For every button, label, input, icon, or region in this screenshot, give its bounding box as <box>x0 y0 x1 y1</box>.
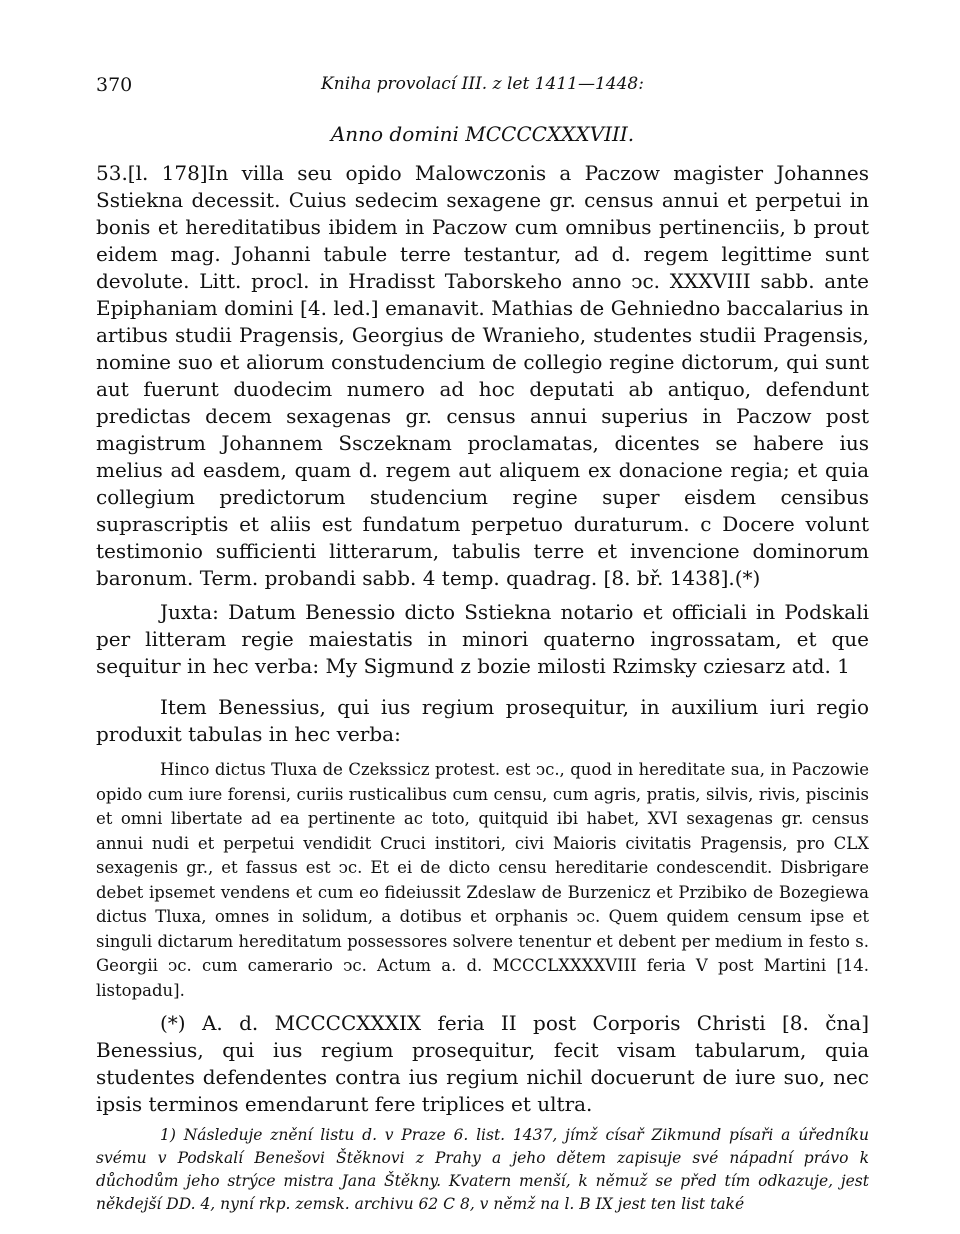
running-title: Kniha provolací III. z let 1411—1448: <box>321 74 644 94</box>
document-body <box>96 160 869 1216</box>
tabulae-quotation: Hinco dictus Tluxa de Czekssicz protest. est ↄc., quod in hereditate sua, in Paczowie opido cum iure forensi, curiis rusticalibus cum censu, cum agris, pratis, silvis, rivis, piscinis et omni libertate ad ea pertinente ac toto, quitquid ibi habet, XVI sexagenas gr. census annui nudi et perpetui vendidit Cruci institori, civi Maioris civitatis Pragensis, pro CLX sexagenis gr., et fassus est ↄc. Et ei de dicto censu hereditarie condescendit. Disbrigare debet ipsemet vendens et cum eo fideiussit Zdeslaw de Burzenicz et Przibiko de Bozegiewa dictus Tluxa, omnes in solidum, a dotibus et orphanis ↄc. Quem quidem censum ipse et singuli dictarum hereditatum possessores solvere tenentur et debent per medium in festo s. Georgii ↄc. cum camerario ↄc. Actum a. d. MCCCLXXXXVIII feria V post Martini [14. listopadu]. <box>96 760 869 1000</box>
footnote-1: 1) Následuje znění listu d. v Praze 6. list. 1437, jímž císař Zikmund písaři a úředníku svému v Podskalí Benešovi Štěknovi z Prahy a jeho dětem zapisuje své nápadní právo k důchodům jeho strýce mistra Jana Štěkny. Kvatern menší, k němuž se před tím odkazuje, jest někdejší DD. 4, nyní rkp. zemsk. archivu 62 C 8, v němž na l. B IX jest ten list také <box>96 1126 869 1213</box>
note-asterisk-paragraph: (*) A. d. MCCCCXXXIX feria II post Corporis Christi [8. čna] Benessius, qui ius regium prosequitur, fecit visam tabularum, quia studentes defendentes contra ius regium nichil docuerunt de iure suo, nec ipsis terminos emendarunt fere triplices et ultra. <box>96 1011 869 1116</box>
juxta-paragraph: Juxta: Datum Benessio dicto Sstiekna notario et officiali in Podskali per litteram regie maiestatis in minori quaterno ingrossatam, et que sequitur in hec verba: My Sigmund z bozie milosti Rzimsky cziesarz atd. 1 <box>96 600 869 678</box>
page-header <box>96 74 869 102</box>
entry-53-paragraph: 53.[l. 178]In villa seu opido Malowczonis a Paczow magister Johannes Sstiekna decessit. Cuius sedecim sexagene gr. census annui et perpetui in bonis et hereditatibus ibidem in Paczow cum omnibus pertinenciis, b prout eidem mag. Johanni tabule terre testantur, ad d. regem legittime sunt devolute. Litt. procl. in Hradisst Taborskeho anno ↄc. XXXVIII sabb. ante Epiphaniam domini [4. led.] emanavit. Mathias de Gehniedno baccalarius in artibus studii Pragensis, Georgius de Wranieho, studentes studii Pragensis, nomine suo et aliorum constudencium de collegio regine dictorum, qui sunt aut fuerunt duodecim numero ad hoc deputati ab antiquo, defendunt predictas decem sexagenas gr. census annui superius in Paczow post magistrum Johannem Ssczeknam proclamatas, dicentes se habere ius melius ad easdem, quam d. regem aut aliquem ex donacione regia; et quia collegium predictorum studencium regine super eisdem censibus suprascriptis et aliis est fundatum perpetuo duraturum. c Docere volunt testimonio sufficienti litterarum, tabulis terre et invencione dominorum baronum. Term. probandi sabb. 4 temp. quadrag. [8. bř. 1438].(*) <box>96 161 869 590</box>
page-number: 370 <box>96 74 133 96</box>
item-benessius-paragraph: Item Benessius, qui ius regium prosequitur, in auxilium iuri regio produxit tabulas in hec verba: <box>96 695 869 746</box>
year-heading: Anno domini MCCCCXXXVIII. <box>330 122 635 146</box>
